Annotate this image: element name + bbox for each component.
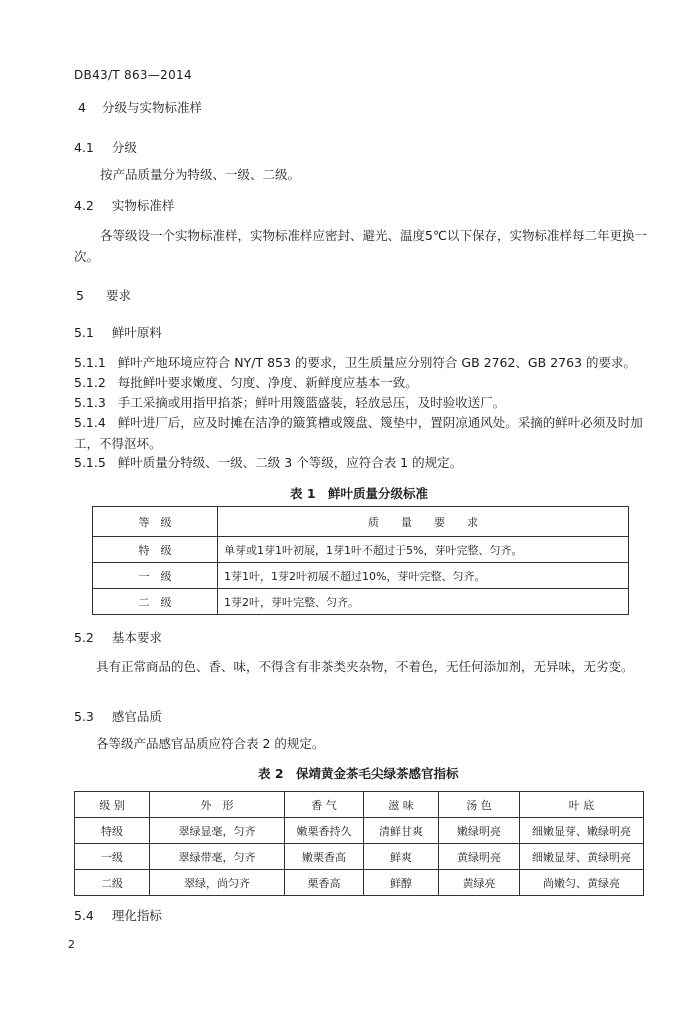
clause-number: 5.1.2 [74, 375, 106, 390]
section-title: 分级 [111, 140, 137, 155]
aroma-cell: 栗香高 [285, 870, 364, 896]
requirement-cell: 1芽1叶，1芽2叶初展不超过10%，芽叶完整、匀齐。 [218, 563, 629, 589]
section-title: 感官品质 [111, 709, 162, 724]
clause-5-1-3 [74, 392, 654, 413]
section-4-1-text: 按产品质量分为特级、一级、二级。 [100, 167, 301, 182]
section-5-4-heading [74, 906, 162, 924]
clause-number: 5.1.3 [74, 395, 106, 410]
requirement-cell: 单芽或1芽1叶初展，1芽1叶不超过于5%，芽叶完整、匀齐。 [218, 537, 629, 563]
table-header-row [75, 792, 644, 818]
section-number: 5 [76, 288, 84, 303]
table-1-caption: 表 1 鲜叶质量分级标准 [290, 486, 429, 501]
table-header-cell: 外 形 [150, 792, 285, 818]
grade-cell: 特级 [75, 818, 150, 844]
table-header-cell: 质 量 要 求 [218, 507, 629, 537]
taste-cell: 清鲜甘爽 [364, 818, 439, 844]
section-4-heading [78, 98, 202, 116]
liquor-color-cell: 嫩绿明亮 [439, 818, 520, 844]
clause-number: 5.1.1 [74, 355, 106, 370]
section-title: 要求 [105, 288, 131, 303]
clause-text: 鲜叶产地环境应符合 NY/T 853 的要求，卫生质量应分别符合 GB 2762、GB 2763 的要求。 [117, 355, 636, 370]
grade-cell: 一级 [75, 844, 150, 870]
clause-5-1-1 [74, 352, 654, 373]
section-number: 5.2 [74, 630, 94, 645]
clause-text: 鲜叶质量分特级、一级、二级 3 个等级，应符合表 1 的规定。 [117, 455, 463, 470]
section-4-1-heading [74, 138, 137, 156]
section-5-1-heading [74, 323, 162, 341]
grade-cell: 一 级 [93, 563, 218, 589]
section-number: 5.3 [74, 709, 94, 724]
clause-5-1-5 [74, 452, 654, 473]
table-row [75, 818, 644, 844]
liquor-color-cell: 黄绿亮 [439, 870, 520, 896]
section-5-3-heading [74, 707, 162, 725]
section-5-2-heading [74, 628, 162, 646]
clause-number: 5.1.4 [74, 415, 106, 430]
section-title: 分级与实物标准样 [101, 100, 202, 115]
table-row [75, 844, 644, 870]
section-4-2-heading [74, 196, 174, 214]
section-5-3-text: 各等级产品感官品质应符合表 2 的规定。 [96, 736, 325, 751]
section-number: 4.2 [74, 198, 94, 213]
appearance-cell: 翠绿显毫，匀齐 [150, 818, 285, 844]
table-header-cell: 滋 味 [364, 792, 439, 818]
clause-number: 5.1.5 [74, 455, 106, 470]
table-row [93, 537, 629, 563]
taste-cell: 鲜爽 [364, 844, 439, 870]
section-title: 鲜叶原料 [111, 325, 162, 340]
taste-cell: 鲜醇 [364, 870, 439, 896]
table-header-cell: 汤 色 [439, 792, 520, 818]
section-title: 理化指标 [111, 908, 162, 923]
grade-cell: 二级 [75, 870, 150, 896]
section-5-2-text: 具有正常商品的色、香、味，不得含有非茶类夹杂物，不着色，无任何添加剂，无异味，无劣变。 [96, 659, 634, 674]
section-title: 实物标准样 [111, 198, 175, 213]
aroma-cell: 嫩栗香高 [285, 844, 364, 870]
infused-leaf-cell: 细嫩显芽、嫩绿明亮 [520, 818, 644, 844]
grade-cell: 特 级 [93, 537, 218, 563]
table-header-cell: 级 别 [75, 792, 150, 818]
aroma-cell: 嫩栗香持久 [285, 818, 364, 844]
grade-cell: 二 级 [93, 589, 218, 615]
infused-leaf-cell: 尚嫩匀、黄绿亮 [520, 870, 644, 896]
infused-leaf-cell: 细嫩显芽、黄绿明亮 [520, 844, 644, 870]
clause-text: 鲜叶进厂后，应及时摊在洁净的簸箕槽或篾盘、篾垫中，置阴凉通风处。采摘的鲜叶必须及时加工，不得沤坏。 [74, 415, 643, 451]
table-header-row [93, 507, 629, 537]
table-header-cell: 叶 底 [520, 792, 644, 818]
page-number: 2 [68, 938, 75, 951]
table-header-cell: 香 气 [285, 792, 364, 818]
clause-5-1-2 [74, 372, 654, 393]
table-row [93, 589, 629, 615]
requirement-cell: 1芽2叶，芽叶完整、匀齐。 [218, 589, 629, 615]
appearance-cell: 翠绿，尚匀齐 [150, 870, 285, 896]
table-1 [92, 506, 629, 615]
section-5-heading [76, 286, 131, 304]
section-4-2-text: 各等级设一个实物标准样，实物标准样应密封、避光、温度5℃以下保存，实物标准样每二年更换一次。 [74, 228, 647, 264]
document-code: DB43/T 863—2014 [74, 68, 192, 82]
clause-5-1-4 [74, 412, 654, 454]
table-row [93, 563, 629, 589]
table-header-cell: 等 级 [93, 507, 218, 537]
section-number: 5.4 [74, 908, 94, 923]
section-number: 5.1 [74, 325, 94, 340]
table-row [75, 870, 644, 896]
clause-text: 手工采摘或用指甲掐茶；鲜叶用篾篮盛装，轻放忌压，及时验收送厂。 [117, 395, 506, 410]
section-title: 基本要求 [111, 630, 162, 645]
clause-text: 每批鲜叶要求嫩度、匀度、净度、新鲜度应基本一致。 [117, 375, 418, 390]
liquor-color-cell: 黄绿明亮 [439, 844, 520, 870]
section-number: 4 [78, 100, 86, 115]
section-number: 4.1 [74, 140, 94, 155]
appearance-cell: 翠绿带毫，匀齐 [150, 844, 285, 870]
table-2-caption: 表 2 保靖黄金茶毛尖绿茶感官指标 [258, 766, 459, 781]
table-2 [74, 791, 644, 896]
